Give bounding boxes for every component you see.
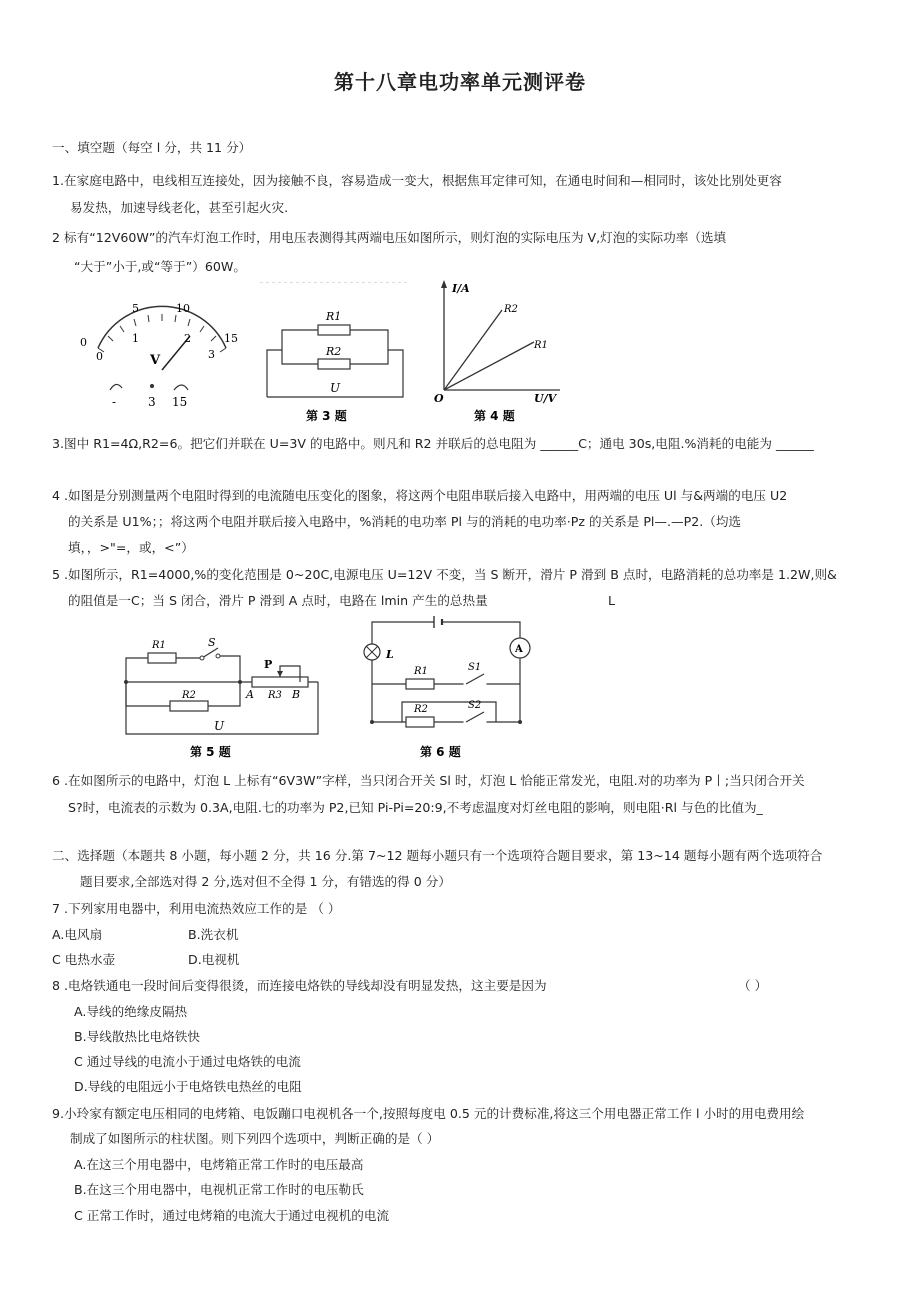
fig4-origin: O	[434, 392, 444, 405]
fig6-label-r2: R2	[414, 704, 428, 715]
meter-scale-bottom-3: 3	[208, 348, 215, 361]
fig3-label-r1: R1	[326, 310, 342, 323]
fig4-y-label: I/A	[452, 282, 470, 295]
q1-line1: 1.在家庭电路中，电线相互连接处，因为接触不良，容易造成一变大，根据焦耳定律可知，在通电时间和—相同时，该处比别处更容	[52, 173, 782, 188]
fig3-caption: 第 3 题	[306, 409, 347, 423]
fig3-label-u: U	[330, 381, 341, 395]
fig3-label-r2: R2	[326, 345, 342, 358]
q9-option-a: A.在这三个用电器中，电烤箱正常工作时的电压最高	[74, 1157, 364, 1172]
q4-line1: 4 .如图是分别测量两个电阻时得到的电流随电压变化的图象，将这两个电阻串联后接入电路中，用两端的电压 Ul 与&两端的电压 U2	[52, 488, 788, 503]
fig4-x-label: U/V	[534, 392, 557, 405]
q7-option-b: B.洗衣机	[188, 927, 239, 942]
resistor-r1-icon	[406, 679, 434, 689]
meter-scale-bottom-2: 2	[184, 332, 191, 345]
q9-option-b: B.在这三个用电器中，电视机正常工作时的电压勒氏	[74, 1182, 364, 1197]
meter-scale-top-10: 10	[176, 302, 190, 315]
terminal-15-icon	[174, 385, 188, 390]
fig5-label-r3: R3	[268, 690, 282, 701]
fig6-label-s1: S1	[468, 662, 482, 673]
terminal-3-icon	[150, 384, 154, 388]
q8-stem: 8 .电烙铁通电一段时间后变得很烫，而连接电烙铁的导线却没有明显发热，这主要是因为	[52, 978, 547, 993]
resistor-r2-icon	[318, 359, 350, 369]
fig5-label-r2: R2	[182, 690, 196, 701]
fig5-label-s: S	[208, 636, 216, 649]
slider-p-icon	[277, 671, 283, 677]
fig6-caption: 第 6 题	[420, 745, 461, 759]
fig4-series-r1: R1	[534, 340, 548, 351]
terminal-minus-icon	[110, 384, 122, 390]
resistor-r2-icon	[170, 701, 208, 711]
q4-line2: 的关系是 U1%；；将这两个电阻并联后接入电路中，%消耗的电功率 Pl 与的消耗的电功率·Pz 的关系是 Pl—.—P2.（均选	[68, 514, 742, 529]
q7-option-a: A.电风扇	[52, 927, 103, 942]
q9-stem-line1: 9.小玲家有额定电压相同的电烤箱、电饭蹦口电视机各一个,按照每度电 0.5 元的计费标准,将这三个用电器正常工作 l 小时的用电费用绘	[52, 1106, 805, 1121]
fig5-caption: 第 5 题	[190, 745, 231, 759]
figure-6-circuit	[356, 612, 542, 762]
q7-option-d: D.电视机	[188, 952, 240, 967]
fig5-label-a: A	[246, 688, 254, 701]
series-r2-line	[444, 310, 502, 390]
section2-heading-line2: 题目要求,全部选对得 2 分,选对但不全得 1 分，有错选的得 0 分）	[80, 874, 451, 889]
q8-option-a: A.导线的绝缘皮隔热	[74, 1004, 188, 1019]
fig6-label-s2: S2	[468, 700, 482, 711]
fig4-series-r2: R2	[504, 304, 518, 315]
fig6-label-l: L	[386, 648, 394, 661]
meter-terminal-minus: -	[112, 395, 117, 409]
q5-line2: 的阻值是一C；当 S 闭合，滑片 P 滑到 A 点时，电路在 lmin 产生的总热量	[68, 593, 488, 608]
meter-unit: V	[150, 353, 161, 368]
resistor-r2-icon	[406, 717, 434, 727]
q8-option-c: C 通过导线的电流小于通过电烙铁的电流	[74, 1054, 301, 1069]
meter-terminal-15: 15	[172, 395, 188, 409]
meter-outer-left: 0	[80, 336, 87, 349]
q2-line2: “大于”小于,或“等于”）60W。	[74, 259, 246, 274]
fig6-label-a: A	[515, 644, 523, 655]
q8-answer-paren: （ ）	[738, 978, 768, 993]
meter-terminal-3: 3	[148, 395, 156, 409]
fig5-label-p: P	[264, 658, 273, 671]
figure-3-circuit	[260, 282, 410, 424]
series-r1-line	[444, 342, 534, 390]
q1-line2: 易发热，加速导线老化，甚至引起火灾.	[70, 200, 289, 215]
q6-line2: S?时，电流表的示数为 0.3A,电阻.七的功率为 P2,已知 Pi-Pi=20:9,不考虑温度对灯丝电阻的影响，则电阻·Rl 与色的比值为_	[68, 800, 763, 815]
q2-line1: 2 标有“12V60W”的汽车灯泡工作时，用电压表测得其两端电压如图所示，则灯泡的实际电压为 V,灯泡的实际功率（选填	[52, 230, 727, 245]
q8-option-d: D.导线的电阻远小于电烙铁电热丝的电阻	[74, 1079, 302, 1094]
fig5-label-r1: R1	[152, 640, 166, 651]
y-axis-arrow-icon	[441, 280, 447, 288]
meter-scale-top-5: 5	[132, 302, 139, 315]
q9-option-c: C 正常工作时，通过电烤箱的电流大于通过电视机的电流	[74, 1208, 390, 1223]
section2-heading-line1: 二、选择题（本题共 8 小题，每小题 2 分，共 16 分.第 7~12 题每小题只有一个选项符合题目要求，第 13~14 题每小题有两个选项符合	[52, 848, 823, 863]
q7-option-c: C 电热水壶	[52, 952, 116, 967]
q8-option-b: B.导线散热比电烙铁快	[74, 1029, 200, 1044]
resistor-r1-icon	[148, 653, 176, 663]
resistor-r1-icon	[318, 325, 350, 335]
q4-line3: 填，，>"=，或，<”）	[68, 540, 194, 555]
meter-scale-bottom-1: 1	[132, 332, 139, 345]
fig5-label-b: B	[292, 688, 301, 701]
fig6-label-r1: R1	[414, 666, 428, 677]
q7-stem: 7 .下列家用电器中，利用电流热效应工作的是 （ ）	[52, 901, 341, 916]
meter-arc	[98, 306, 226, 348]
q5-line1: 5 .如图所示，R1=4000,%的变化范围是 0~20C,电源电压 U=12V 不变，当 S 断开，滑片 P 滑到 B 点时，电路消耗的总功率是 1.2W,则&	[52, 567, 837, 582]
q6-line1: 6 .在如图所示的电路中，灯泡 L 上标有“6V3W”字样，当只闭合开关 Sl 时，灯泡 L 恰能正常发光，电阻.对的功率为 P丨;当只闭合开关	[52, 773, 805, 788]
q5-trailing-mark: L	[608, 593, 616, 608]
fig5-label-u: U	[214, 719, 225, 733]
section1-heading: 一、填空题（每空 l 分，共 11 分）	[52, 140, 252, 155]
q3-line: 3.图中 R1=4Ω,R2=6。把它们并联在 U=3V 的电路中。则凡和 R2 并联后的总电阻为 ______C；通电 30s,电阻.%消耗的电能为 ______	[52, 436, 814, 451]
q9-stem-line2: 制成了如图所示的柱状图。则下列四个选项中，判断正确的是（ ）	[70, 1131, 440, 1146]
meter-scale-bottom-0: 0	[96, 350, 103, 363]
figure-4-graph	[430, 278, 570, 424]
page-title: 第十八章电功率单元测评卷	[334, 70, 586, 94]
meter-outer-right: 15	[224, 332, 238, 345]
figure-5-circuit	[122, 634, 322, 762]
fig4-caption: 第 4 题	[474, 409, 515, 423]
voltmeter-figure	[76, 298, 246, 414]
